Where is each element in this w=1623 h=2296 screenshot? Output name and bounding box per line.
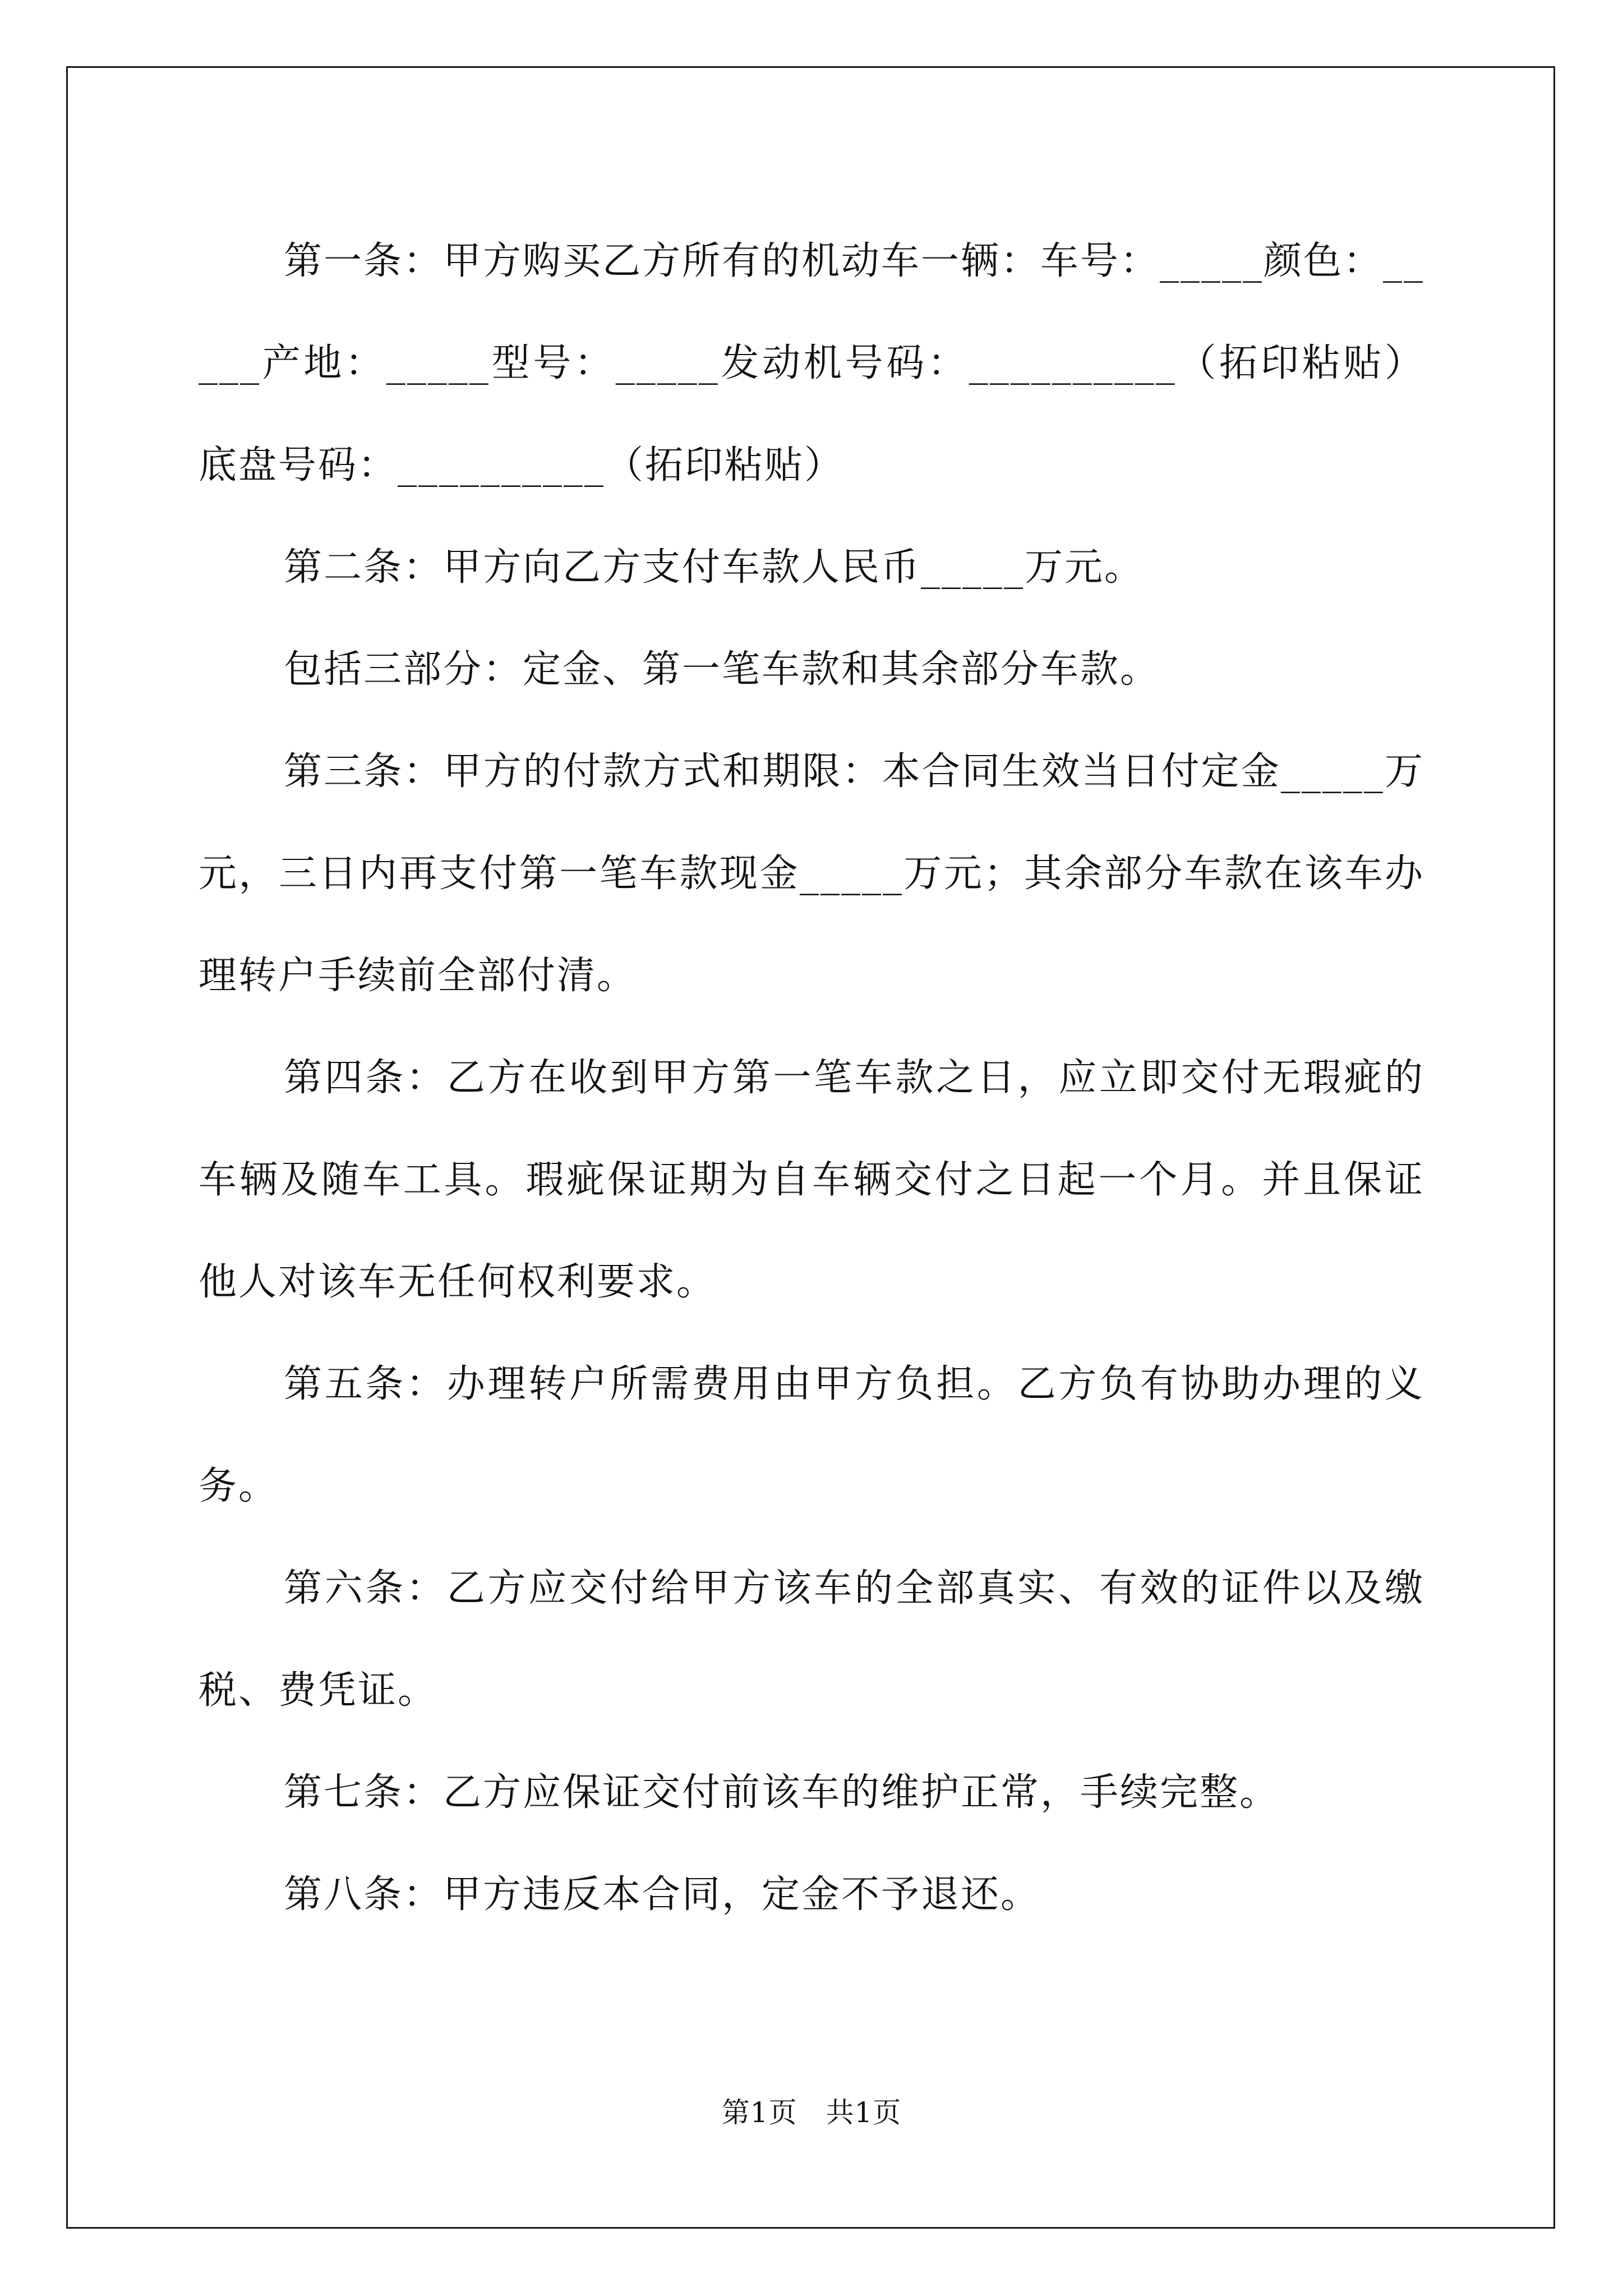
article-2-detail: 包括三部分：定金、第一笔车款和其余部分车款。 [284,647,1160,692]
article-8: 第八条：甲方违反本合同，定金不予退还。 [284,1872,1041,1917]
page-number: 第1页 共1页 [721,2096,902,2129]
article-7: 第七条：乙方应保证交付前该车的维护正常，手续完整。 [284,1770,1280,1815]
document-body [199,210,1424,1946]
article-1: 第一条：甲方购买乙方所有的机动车一辆：车号：_____颜色：_____产地：_____型号：_____发动机号码：__________（拓印粘贴）底盘号码：__________（拓印粘贴） [199,239,1425,487]
article-5: 第五条：办理转户所需费用由甲方负担。乙方负有协助办理的义务。 [199,1362,1424,1508]
article-6: 第六条：乙方应交付给甲方该车的全部真实、有效的证件以及缴税、费凭证。 [199,1566,1424,1713]
article-2: 第二条：甲方向乙方支付车款人民币_____万元。 [284,545,1145,590]
article-4: 第四条：乙方在收到甲方第一笔车款之日，应立即交付无瑕疵的车辆及随车工具。瑕疵保证期为自车辆交付之日起一个月。并且保证他人对该车无任何权利要求。 [199,1056,1424,1304]
article-3: 第三条：甲方的付款方式和期限：本合同生效当日付定金_____万元，三日内再支付第一笔车款现金_____万元；其余部分车款在该车办理转户手续前全部付清。 [199,749,1424,998]
